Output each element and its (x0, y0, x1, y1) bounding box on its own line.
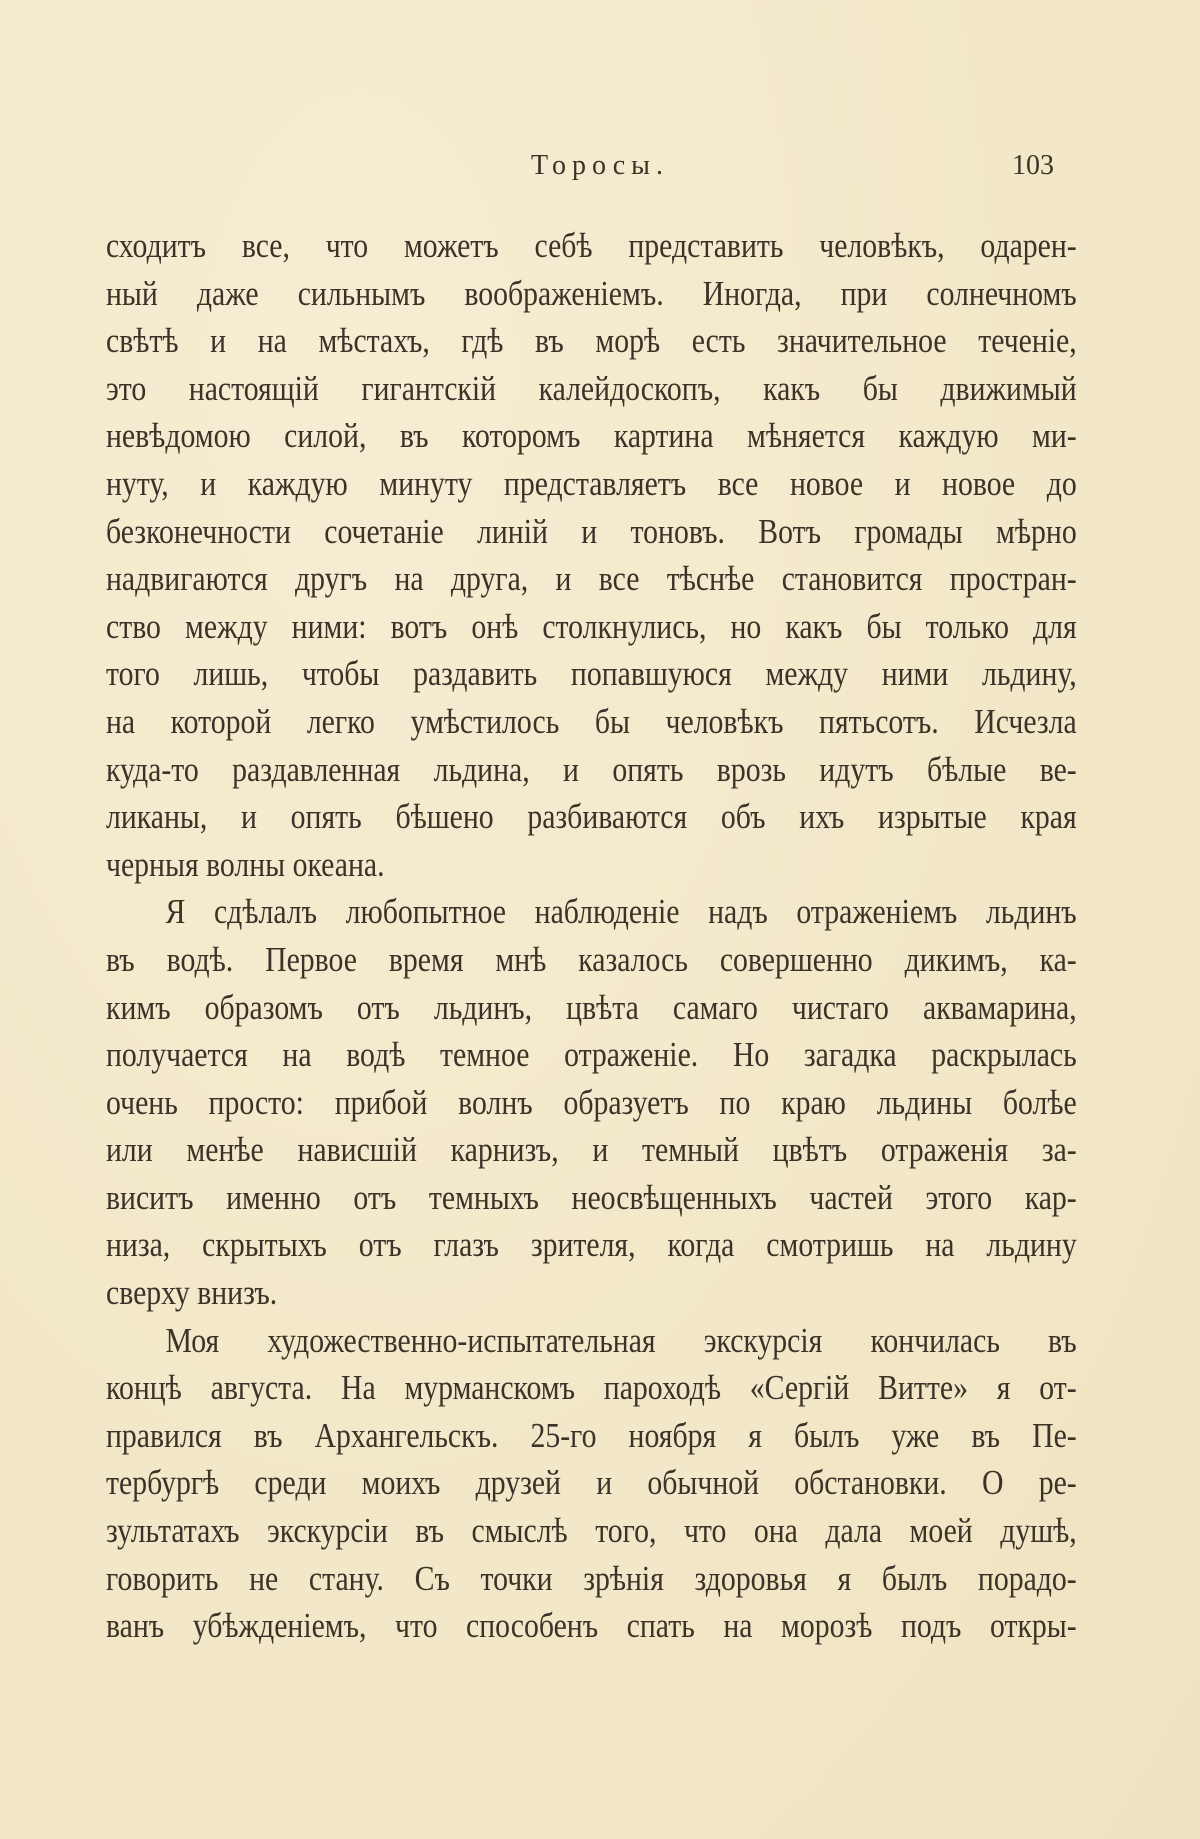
text-line (106, 603, 1077, 651)
body-text (106, 222, 1077, 1650)
text-line-content: сверху внизъ. (106, 1273, 278, 1313)
text-line-content: безконечности сочетаніе линій и тоновъ. Вотъ громады мѣрно (106, 511, 1077, 551)
text-line (106, 1412, 1077, 1460)
text-line (106, 1031, 1077, 1079)
text-line (106, 508, 1077, 556)
text-line-content: ство между ними: вотъ онѣ столкнулись, но какъ бы только для (106, 606, 1077, 646)
text-line (106, 1221, 1077, 1269)
text-line (106, 984, 1077, 1032)
running-title: Торосы. (531, 150, 669, 181)
text-line (106, 888, 1077, 936)
text-line (106, 1269, 1077, 1317)
text-line-content: надвигаются другъ на друга, и все тѣснѣе становится простран- (106, 559, 1077, 599)
text-line-content: это настоящій гигантскій калейдоскопъ, какъ бы движимый (106, 368, 1077, 408)
text-line (106, 1126, 1077, 1174)
text-line-content: нуту, и каждую минуту представляетъ все новое и новое до (106, 463, 1077, 503)
text-line-content: Я сдѣлалъ любопытное наблюденіе надъ отраженіемъ льдинъ (165, 892, 1077, 932)
text-line-content: получается на водѣ темное отраженіе. Но загадка раскрылась (106, 1035, 1077, 1075)
text-line-content: свѣтѣ и на мѣстахъ, гдѣ въ морѣ есть значительное теченіе, (106, 321, 1077, 361)
text-line (106, 746, 1077, 794)
text-line (106, 698, 1077, 746)
text-line (106, 1317, 1077, 1365)
text-line (106, 1507, 1077, 1555)
text-line (106, 555, 1077, 603)
text-line-content: того лишь, чтобы раздавить попавшуюся между ними льдину, (106, 654, 1077, 694)
text-line-content: въ водѣ. Первое время мнѣ казалось совершенно дикимъ, ка- (106, 939, 1077, 979)
text-line-content: Моя художественно-испытательная экскурсія кончилась въ (165, 1320, 1077, 1360)
text-line (106, 222, 1077, 270)
text-line (106, 365, 1077, 413)
page-number: 103 (1012, 150, 1054, 181)
text-line-content: невѣдомою силой, въ которомъ картина мѣняется каждую ми- (106, 416, 1077, 456)
text-line (106, 1174, 1077, 1222)
text-line (106, 936, 1077, 984)
text-line (106, 1079, 1077, 1127)
text-line-content: черныя волны океана. (106, 844, 385, 884)
text-line (106, 841, 1077, 889)
text-line (106, 1459, 1077, 1507)
text-line-content: кимъ образомъ отъ льдинъ, цвѣта самаго чистаго аквамарина, (106, 987, 1077, 1027)
text-line (106, 412, 1077, 460)
text-line-content: зультатахъ экскурсіи въ смыслѣ того, что она дала моей душѣ, (106, 1511, 1077, 1551)
text-line (106, 1555, 1077, 1603)
text-line (106, 793, 1077, 841)
text-line-content: или менѣе нависшій карнизъ, и темный цвѣтъ отраженія за- (106, 1130, 1077, 1170)
text-line (106, 317, 1077, 365)
text-line-content: на которой легко умѣстилось бы человѣкъ пятьсотъ. Исчезла (106, 701, 1077, 741)
text-line-content: тербургѣ среди моихъ друзей и обычной обстановки. О ре- (106, 1463, 1077, 1503)
text-line-content: куда-то раздавленная льдина, и опять врозь идутъ бѣлые ве- (106, 749, 1077, 789)
text-line-content: концѣ августа. На мурманскомъ пароходѣ «Сергій Витте» я от- (106, 1368, 1077, 1408)
text-line-content: говорить не стану. Съ точки зрѣнія здоровья я былъ порадо- (106, 1558, 1077, 1598)
text-line (106, 650, 1077, 698)
text-line-content: ликаны, и опять бѣшено разбиваются объ ихъ изрытые края (106, 797, 1077, 837)
text-line (106, 460, 1077, 508)
text-line-content: правился въ Архангельскъ. 25-го ноября я былъ уже въ Пе- (106, 1415, 1077, 1455)
text-line (106, 1602, 1077, 1650)
text-line-content: ный даже сильнымъ воображеніемъ. Иногда, при солнечномъ (106, 273, 1077, 313)
text-line-content: низа, скрытыхъ отъ глазъ зрителя, когда смотришь на льдину (106, 1225, 1077, 1265)
text-line-content: виситъ именно отъ темныхъ неосвѣщенныхъ частей этого кар- (106, 1177, 1077, 1217)
text-line (106, 1364, 1077, 1412)
text-line-content: ванъ убѣжденіемъ, что способенъ спать на морозѣ подъ откры- (106, 1606, 1077, 1646)
text-line-content: сходитъ все, что можетъ себѣ представить человѣкъ, одарен- (106, 226, 1077, 265)
text-line-content: очень просто: прибой волнъ образуетъ по краю льдины болѣе (106, 1082, 1077, 1122)
text-line (106, 270, 1077, 318)
